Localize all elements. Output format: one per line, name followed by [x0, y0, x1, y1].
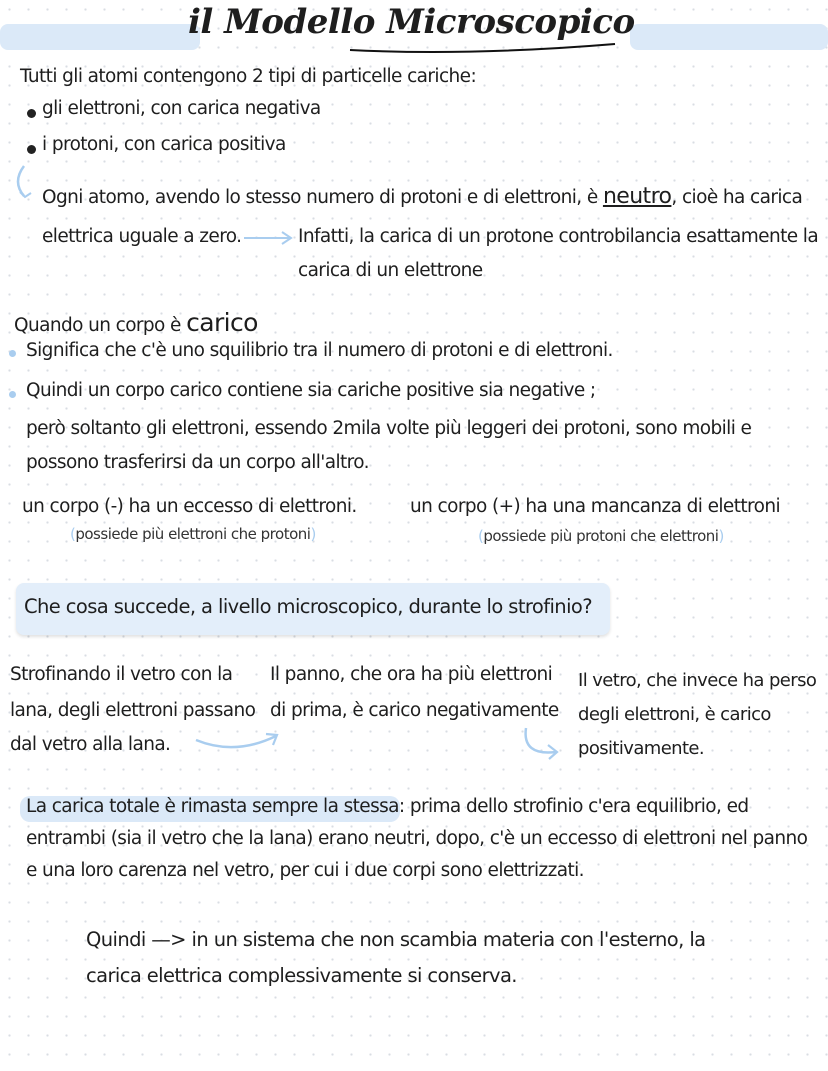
- charged-line3: però soltanto gli elettroni, essendo 2mila volte più leggeri dei protoni, sono mobili e: [26, 418, 752, 439]
- rubbing-col2-line2: di prima, è carico negativamente: [270, 700, 559, 721]
- positive-body-note: (possiede più protoni che elettroni): [478, 527, 724, 545]
- rubbing-col1-line2: lana, degli elettroni passano: [10, 700, 256, 721]
- page-title: il Modello Microscopico: [188, 2, 635, 42]
- charged-line4: possono trasferirsi da un corpo all'altro.: [26, 452, 369, 473]
- intro-line: Tutti gli atomi contengono 2 tipi di particelle cariche:: [20, 66, 477, 87]
- rubbing-col3-line2: degli elettroni, è carico: [578, 704, 771, 725]
- question-text: Che cosa succede, a livello microscopico, durante lo strofinio?: [24, 595, 592, 618]
- total-line1: [26, 796, 749, 817]
- neutral-line1-b: , cioè ha carica: [671, 187, 803, 208]
- negative-note-text: possiede più elettroni che protoni: [75, 525, 311, 543]
- negative-body-note: (possiede più elettroni che protoni): [70, 525, 316, 543]
- charged-heading-a: Quando un corpo è: [14, 315, 181, 336]
- charged-keyword: carico: [186, 308, 258, 337]
- conclusion-line1: Quindi —> in un sistema che non scambia materia con l'esterno, la: [86, 928, 706, 951]
- neutral-line2: elettrica uguale a zero.: [42, 226, 242, 247]
- bullet-protons: i protoni, con carica positiva: [42, 134, 286, 155]
- negative-body: un corpo (-) ha un eccesso di elettroni.: [22, 496, 357, 517]
- neutral-keyword: neutro: [602, 184, 672, 209]
- conclusion-line2: carica elettrica complessivamente si conserva.: [86, 964, 517, 987]
- bullet-electrons: gli elettroni, con carica negativa: [42, 98, 321, 119]
- total-line2: entrambi (sia il vetro che la lana) erano neutri, dopo, c'è un eccesso di elettroni nel panno: [26, 828, 808, 849]
- charged-bullet2: Quindi un corpo carico contiene sia cariche positive sia negative ;: [26, 380, 596, 401]
- rubbing-col1-line3: dal vetro alla lana.: [10, 734, 171, 755]
- positive-note-text: possiede più protoni che elettroni: [483, 527, 719, 545]
- neutral-right-line2: carica di un elettrone: [298, 260, 483, 281]
- charged-bullet1: Significa che c'è uno squilibrio tra il numero di protoni e di elettroni.: [26, 340, 613, 361]
- total-line3: e una loro carenza nel vetro, per cui i due corpi sono elettrizzati.: [26, 860, 584, 881]
- total-highlighted: La carica totale è rimasta sempre la stessa: [26, 796, 399, 817]
- rubbing-col3-line1: Il vetro, che invece ha perso: [578, 670, 817, 691]
- total-line1-rest: : prima dello strofinio c'era equilibrio, ed: [398, 796, 749, 817]
- rubbing-col3-line3: positivamente.: [578, 738, 705, 759]
- positive-body: un corpo (+) ha una mancanza di elettroni: [410, 496, 780, 517]
- rubbing-col1-line1: Strofinando il vetro con la: [10, 664, 233, 685]
- neutral-right-line1: Infatti, la carica di un protone controbilancia esattamente la: [298, 226, 819, 247]
- rubbing-col2-line1: Il panno, che ora ha più elettroni: [270, 664, 553, 685]
- neutral-line1-a: Ogni atomo, avendo lo stesso numero di protoni e di elettroni, è: [42, 187, 598, 208]
